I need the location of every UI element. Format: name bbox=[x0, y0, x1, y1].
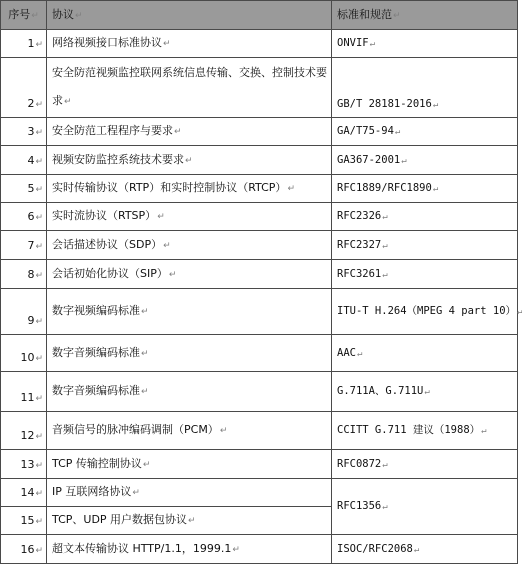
table-row bbox=[1, 335, 518, 372]
row-index: 6↵ bbox=[1, 203, 47, 231]
row-standard: GA/T75-94↵ bbox=[332, 118, 518, 146]
row-index: 8↵ bbox=[1, 260, 47, 289]
row-protocol: 会话描述协议（SDP）↵ bbox=[47, 231, 332, 260]
row-standard: G.711A、G.711U↵ bbox=[332, 372, 518, 412]
row-protocol: 数字音频编码标准↵ bbox=[47, 335, 332, 372]
table-row bbox=[1, 479, 518, 507]
table-row bbox=[1, 535, 518, 564]
table-row bbox=[1, 289, 518, 335]
row-standard: GB/T 28181-2016↵ bbox=[332, 58, 518, 118]
table-row bbox=[1, 146, 518, 175]
row-index: 14↵ bbox=[1, 479, 47, 507]
row-protocol: IP 互联网络协议↵ bbox=[47, 479, 332, 507]
row-standard: GA367-2001↵ bbox=[332, 146, 518, 175]
row-standard-merged: RFC1356↵ bbox=[332, 479, 518, 535]
row-protocol: 安全防范工程程序与要求↵ bbox=[47, 118, 332, 146]
row-protocol: 实时流协议（RTSP）↵ bbox=[47, 203, 332, 231]
row-protocol: 数字音频编码标准↵ bbox=[47, 372, 332, 412]
row-protocol: TCP 传输控制协议↵ bbox=[47, 450, 332, 479]
row-index: 3↵ bbox=[1, 118, 47, 146]
table-row bbox=[1, 260, 518, 289]
row-standard: AAC↵ bbox=[332, 335, 518, 372]
row-index: 9↵ bbox=[1, 289, 47, 335]
row-standard: RFC2326↵ bbox=[332, 203, 518, 231]
row-protocol: 超文本传输协议 HTTP/1.1，1999.1↵ bbox=[47, 535, 332, 564]
table-row bbox=[1, 450, 518, 479]
row-protocol: 安全防范视频监控联网系统信息传输、交换、控制技术要求↵ bbox=[47, 58, 332, 118]
row-protocol: 会话初始化协议（SIP）↵ bbox=[47, 260, 332, 289]
row-index: 5↵ bbox=[1, 175, 47, 203]
row-standard: RFC2327↵ bbox=[332, 231, 518, 260]
row-index: 7↵ bbox=[1, 231, 47, 260]
row-standard: RFC0872↵ bbox=[332, 450, 518, 479]
row-index: 13↵ bbox=[1, 450, 47, 479]
table-row bbox=[1, 58, 518, 118]
table-row bbox=[1, 175, 518, 203]
row-index: 1↵ bbox=[1, 30, 47, 58]
row-standard: ITU-T H.264（MPEG 4 part 10）↵ bbox=[332, 289, 518, 335]
header-index: 序号↵ bbox=[1, 1, 47, 30]
row-index: 2↵ bbox=[1, 58, 47, 118]
row-standard: RFC3261↵ bbox=[332, 260, 518, 289]
row-standard: ISOC/RFC2068↵ bbox=[332, 535, 518, 564]
table-row bbox=[1, 30, 518, 58]
table-row bbox=[1, 203, 518, 231]
row-standard: RFC1889/RFC1890↵ bbox=[332, 175, 518, 203]
row-index: 11↵ bbox=[1, 372, 47, 412]
row-protocol: 网络视频接口标准协议↵ bbox=[47, 30, 332, 58]
row-protocol: 实时传输协议（RTP）和实时控制协议（RTCP）↵ bbox=[47, 175, 332, 203]
row-index: 10↵ bbox=[1, 335, 47, 372]
row-standard: CCITT G.711 建议（1988）↵ bbox=[332, 412, 518, 450]
row-protocol: 数字视频编码标准↵ bbox=[47, 289, 332, 335]
row-index: 15↵ bbox=[1, 507, 47, 535]
table-header-row bbox=[1, 1, 518, 30]
table-row bbox=[1, 118, 518, 146]
header-protocol: 协议↵ bbox=[47, 1, 332, 30]
table-row bbox=[1, 412, 518, 450]
table-row bbox=[1, 372, 518, 412]
row-protocol: 音频信号的脉冲编码调制（PCM）↵ bbox=[47, 412, 332, 450]
row-index: 4↵ bbox=[1, 146, 47, 175]
table-row bbox=[1, 231, 518, 260]
row-protocol: TCP、UDP 用户数据包协议↵ bbox=[47, 507, 332, 535]
row-index: 16↵ bbox=[1, 535, 47, 564]
header-standard: 标准和规范↵ bbox=[332, 1, 518, 30]
row-index: 12↵ bbox=[1, 412, 47, 450]
row-protocol: 视频安防监控系统技术要求↵ bbox=[47, 146, 332, 175]
row-standard: ONVIF↵ bbox=[332, 30, 518, 58]
